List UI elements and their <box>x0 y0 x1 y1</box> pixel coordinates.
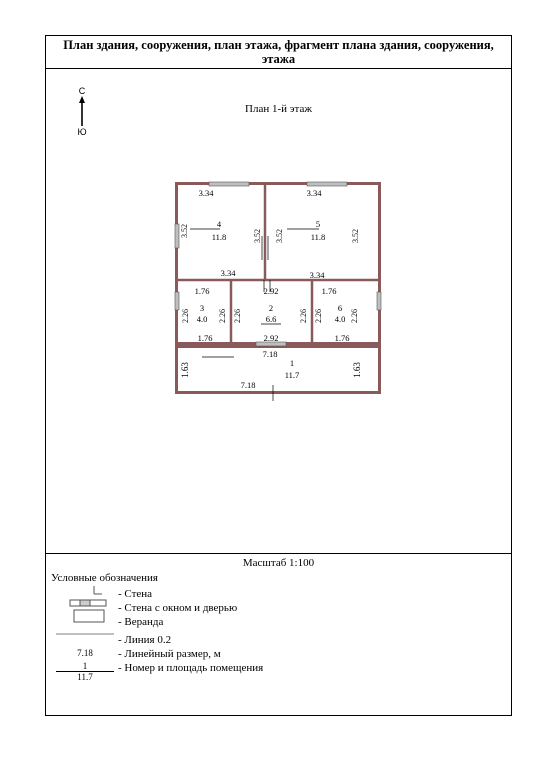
dim-room6-right: 2.26 <box>350 309 359 323</box>
compass-north-label: С <box>78 86 86 96</box>
dim-room3-top: 1.76 <box>194 286 210 296</box>
dim-veranda-top: 7.18 <box>262 349 278 359</box>
legend-title: Условные обозначения <box>51 572 158 584</box>
section-divider <box>46 553 511 554</box>
dim-room2-top: 2.92 <box>263 286 279 296</box>
dim-room5-bottom: 3.34 <box>309 270 325 280</box>
header-title-line2: этажа <box>261 52 296 66</box>
legend-sample-dimension: 7.18 <box>77 648 93 658</box>
dim-room4-right: 3.52 <box>253 229 262 243</box>
legend-item-dimension: - Линейный размер, м <box>118 648 221 660</box>
room-1-number: 1 <box>289 358 295 368</box>
dim-room2-left: 2.26 <box>233 309 242 323</box>
legend-item-veranda: - Веранда <box>118 616 164 628</box>
dim-room5-top: 3.34 <box>306 188 322 198</box>
room-3-area: 4.0 <box>196 314 208 324</box>
dim-room4-left: 3.52 <box>180 224 189 238</box>
room-3-number: 3 <box>199 303 205 313</box>
header-title-line1: План здания, сооружения, план этажа, фрагмент плана здания, сооружения, <box>63 38 494 52</box>
dim-room2-right: 2.26 <box>299 309 308 323</box>
dim-room6-top: 1.76 <box>321 286 337 296</box>
dim-room6-bottom: 1.76 <box>334 333 350 343</box>
dim-veranda-right: 1.63 <box>352 362 362 378</box>
room-2-area: 6.6 <box>265 314 277 324</box>
legend-symbols <box>56 584 116 644</box>
dim-room3-right: 2.26 <box>218 309 227 323</box>
room-5-number: 5 <box>315 219 321 229</box>
room-4-area: 11.8 <box>211 232 227 242</box>
legend-sample-room-area: 11.7 <box>77 672 93 682</box>
compass-south-label: Ю <box>77 127 87 137</box>
legend-item-line: - Линия 0.2 <box>118 634 172 646</box>
scale-label: Масштаб 1:100 <box>242 557 315 569</box>
room-6-area: 4.0 <box>334 314 346 324</box>
plan-title: План 1-й этаж <box>245 103 312 115</box>
dim-room6-left: 2.26 <box>314 309 323 323</box>
dim-room5-left: 3.52 <box>275 229 284 243</box>
room-4-number: 4 <box>216 219 222 229</box>
dim-room4-top: 3.34 <box>198 188 214 198</box>
floor-plan <box>46 36 511 553</box>
dim-room4-bottom: 3.34 <box>220 268 236 278</box>
dim-room3-left: 2.26 <box>181 309 190 323</box>
legend-item-room-number: - Номер и площадь помещения <box>118 662 264 674</box>
dim-room2-bottom: 2.92 <box>263 333 279 343</box>
room-5-area: 11.8 <box>310 232 326 242</box>
room-1-area: 11.7 <box>284 370 300 380</box>
dim-room3-bottom: 1.76 <box>197 333 213 343</box>
room-2-number: 2 <box>268 303 274 313</box>
dim-room5-right: 3.52 <box>351 229 360 243</box>
dim-veranda-bottom: 7.18 <box>240 380 256 390</box>
room-6-number: 6 <box>337 303 343 313</box>
document-frame <box>45 35 512 716</box>
dim-veranda-left: 1.63 <box>180 362 190 378</box>
legend-item-wall-window-door: - Стена с окном и дверью <box>118 602 238 614</box>
legend-item-wall: - Стена <box>118 588 153 600</box>
legend-sample-room-number: 1 <box>56 661 114 672</box>
